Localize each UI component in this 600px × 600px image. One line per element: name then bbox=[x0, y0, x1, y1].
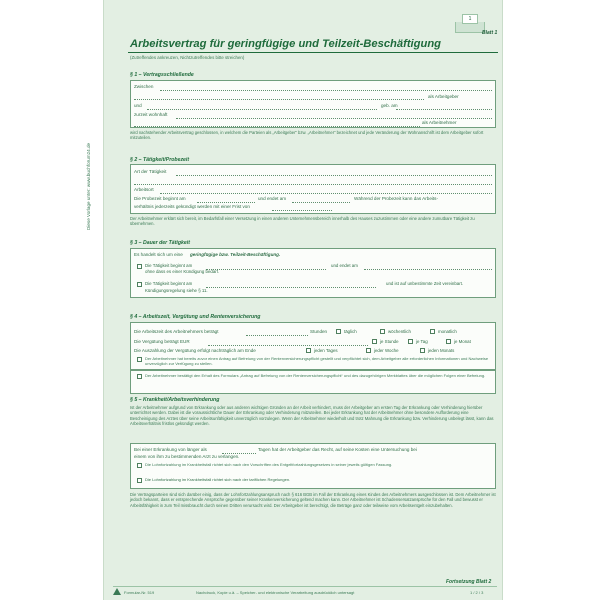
label-opt2-a: Die Tätigkeit beginnt am bbox=[145, 281, 193, 286]
sheet-label: Blatt 1 bbox=[482, 30, 498, 36]
continuation-note: Fortsetzung Blatt 2 bbox=[446, 579, 492, 585]
label-box-a: Bei einer Erkrankung von länger als bbox=[134, 447, 207, 452]
section-1-note: wird nachstehender Arbeitsvertrag geschlossen, in welchem die Parteien als „Arbeitgeber“ bzw. „Arbeitnehmer“ bezeichnet und jede Veränderung der Wohnanschrift ist dem Arbeitgeber sofort mitzuteilen. bbox=[130, 130, 484, 141]
label-probe-c: Während der Probezeit kann das Arbeits- bbox=[354, 196, 439, 201]
workplace-field[interactable] bbox=[160, 193, 492, 194]
checkbox-form-received[interactable] bbox=[137, 374, 142, 379]
checkbox-each-day[interactable] bbox=[306, 348, 311, 353]
label-box-b: Tagen hat der Arbeitgeber das Recht, auf seine Kosten eine Untersuchung bei bbox=[258, 447, 417, 452]
employee-name-field[interactable] bbox=[147, 109, 377, 110]
page-indicator: 1 / 2 / 3 bbox=[470, 590, 484, 595]
limited-end-field[interactable] bbox=[364, 269, 492, 270]
label-row2: Die Vergütung beträgt EUR bbox=[134, 339, 190, 344]
job-type-field-2[interactable] bbox=[134, 184, 492, 185]
publisher-logo-icon bbox=[113, 588, 121, 595]
checkbox-efzg[interactable] bbox=[137, 463, 142, 468]
section-2-note: Der Arbeitnehmer erklärt sich bereit, im Bedarfsfall einer Versetzung in einen anderen Unternehmensbereich innerhalb des Hauses zuzustimmen oder eine andere zumutbare Tätigkeit zu übernehmen. bbox=[130, 216, 475, 227]
side-watermark-text: Diese Vorlage unter: www.buchforum24.de bbox=[86, 142, 91, 230]
checkbox-tariff[interactable] bbox=[137, 478, 142, 483]
checkbox-per-day[interactable] bbox=[408, 339, 413, 344]
employer-address-field[interactable] bbox=[134, 99, 424, 100]
label-opt1-a: Die Tätigkeit beginnt am bbox=[145, 263, 193, 268]
label-arbeitgeber: als Arbeitgeber bbox=[428, 94, 459, 99]
label-each-day: jeden Tages bbox=[314, 348, 338, 353]
checkbox-weekly[interactable] bbox=[380, 329, 385, 334]
label-zurzeit: zurzeit wohnhaft bbox=[134, 112, 168, 117]
limited-start-field[interactable] bbox=[206, 269, 326, 270]
label-arbeitsort: Arbeitsort bbox=[134, 187, 154, 192]
label-opt2-b: und ist auf unbestimmte Zeit vereinbart. bbox=[386, 281, 464, 286]
label-each-month: jeden Monats bbox=[428, 348, 455, 353]
label-weekly: wöchentlich bbox=[388, 329, 411, 334]
label-probe-d: verhältnis jederzeits gekündigt werden mit einer Frist von bbox=[134, 204, 250, 209]
label-opt2: Die Lohnfortzahlung im Krankheitsfall richtet sich nach der tariflichen Regelungen. bbox=[145, 477, 291, 482]
title-divider bbox=[128, 52, 498, 53]
label-intro-a: Es handelt sich um eine bbox=[134, 252, 183, 257]
label-und: und bbox=[134, 103, 142, 108]
label-daily: täglich bbox=[344, 329, 357, 334]
label-row1: Die Arbeitszeit des Arbeitnehmers beträgt bbox=[134, 329, 219, 334]
job-type-field[interactable] bbox=[176, 175, 492, 176]
page-number-badge: 1 bbox=[462, 14, 478, 24]
checkbox-limited-term[interactable] bbox=[137, 264, 142, 269]
label-opt-a: Der Arbeitnehmer hat bereits zuvor einen Antrag auf Befreiung von der Rentenversicherungspflicht gestellt und verpflichtet sich, dem Arbeitgeber alle erforderlichen Informationen und Nachweise unverzüglich zur Verfügung zu stellen. bbox=[145, 356, 489, 366]
closing-paragraph: Die Vertragsparteien sind sich darüber einig, dass der Lohnfortzahlungsanspruch nach § 616 BGB im Fall der Erkrankung eines Kindes des Arbeitnehmers ausgeschlossen ist. Dem Arbeitnehmer ist jedoch bekannt, dass er entsprechende Ansprüche gegenüber seiner Krankenversicherung geltend machen kann. Der Arbeitnehmer ist Schadensersatzansprüche für den Fall und bewusst er Arbeitsfähigkeit in zum Teil missbraucht durch seinen Dritten verursacht wird. Der Arbeitgeber ist berechtigt, die Beträge ganz oder teilweise vom Arbeitsentgelt einzubehalten. bbox=[130, 492, 496, 508]
checkbox-per-month[interactable] bbox=[446, 339, 451, 344]
label-row3: Die Auszahlung der Vergütung erfolgt nachträglich am Ende bbox=[134, 348, 256, 353]
notice-period-field[interactable] bbox=[272, 210, 332, 211]
label-geb-am: geb. am bbox=[381, 103, 398, 108]
label-opt1: Die Lohnfortzahlung im Krankheitsfall richtet sich nach den Vorschriften des Entgeltfortzahlungsgesetzes in seiner jeweils gültigen Fassung. bbox=[145, 462, 393, 467]
label-opt2-c: Kündigungsregelung siehe § 11. bbox=[145, 288, 208, 293]
residence-field-2[interactable] bbox=[134, 126, 420, 127]
hours-field[interactable] bbox=[246, 335, 308, 336]
label-intro-b: geringfügige bzw. Teilzeit-Beschäftigung. bbox=[190, 252, 281, 257]
checkbox-each-week[interactable] bbox=[366, 348, 371, 353]
label-opt1-b: und endet am bbox=[331, 263, 358, 268]
label-probe-end: und endet am bbox=[258, 196, 287, 201]
checkbox-daily[interactable] bbox=[336, 329, 341, 334]
label-monthly: monatlich bbox=[438, 329, 457, 334]
document-title: Arbeitsvertrag für geringfügige und Teilzeit-Beschäftigung bbox=[130, 38, 441, 50]
copyright-notice: Nachdruck, Kopie u.ä. – Speicher- und elektronische Verarbeitung ausdrücklich untersagt bbox=[196, 590, 355, 595]
checkbox-per-hour[interactable] bbox=[372, 339, 377, 344]
section-5-paragraph: Ist der Arbeitnehmer aufgrund von Erkrankung oder aus anderen wichtigen Gründen an der Arbeit verhindert, muss der Arbeitgeber am ersten Tag der Erkrankung oder Verhinderung hierüber unterrichtet werden. Dabei ist die voraussichtliche Dauer der Erkrankung oder Verhinderung mitzuteilen. Bei jeder Erkrankung hat der Arbeitnehmer ohne besondere Aufforderung eine Bescheinigung des Arztes über seine Arbeitsunfähigkeit unverzüglich vorzulegen. Wenn der Arbeitnehmer wiederholt und trotz Mahnung die Erkrankung bzw. Verhinderung unbelegt lässt, kann das Arbeitsverhältnis fristlos gekündigt werden. bbox=[130, 405, 494, 426]
label-probe-begin: Die Probezeit beginnt am bbox=[134, 196, 186, 201]
employer-name-field[interactable] bbox=[160, 90, 492, 91]
section-1-heading: § 1 – Vertragsschließende bbox=[130, 72, 194, 78]
section-3-heading: § 3 – Dauer der Tätigkeit bbox=[130, 240, 190, 246]
label-each-week: jeder Woche bbox=[374, 348, 399, 353]
label-arbeitnehmer: als Arbeitnehmer bbox=[422, 120, 457, 125]
section-4-heading: § 4 – Arbeitszeit, Vergütung und Rentenversicherung bbox=[130, 314, 261, 320]
checkbox-unlimited-term[interactable] bbox=[137, 282, 142, 287]
checkbox-monthly[interactable] bbox=[430, 329, 435, 334]
label-box-c: einem von ihm zu bestimmenden Arzt zu verlangen. bbox=[134, 454, 240, 459]
birthdate-field[interactable] bbox=[396, 109, 492, 110]
salary-field[interactable] bbox=[208, 345, 368, 346]
residence-field[interactable] bbox=[176, 118, 492, 119]
label-zwischen: Zwischen bbox=[134, 84, 154, 89]
label-art-der-taetigkeit: Art der Tätigkeit bbox=[134, 169, 167, 174]
label-opt1-c: ohne dass es einer Kündigung bedarf. bbox=[145, 269, 220, 274]
probation-end-field[interactable] bbox=[292, 202, 350, 203]
label-row1-unit: Stunden bbox=[310, 329, 328, 334]
checkbox-rv-exemption[interactable] bbox=[137, 357, 142, 362]
unlimited-start-field[interactable] bbox=[206, 287, 376, 288]
checkbox-each-month[interactable] bbox=[420, 348, 425, 353]
label-per-hour: je Stunde bbox=[380, 339, 399, 344]
form-number: Formular-Nr. 519 bbox=[124, 590, 155, 595]
probation-start-field[interactable] bbox=[197, 202, 255, 203]
label-per-month: je Monat bbox=[454, 339, 471, 344]
section-5-heading: § 5 – Krankheit/Arbeitsverhinderung bbox=[130, 397, 220, 403]
label-opt-b: Der Arbeitnehmer bestätigt den Erhalt des Formulars „Antrag auf Befreiung von der Rentenversicherungspflicht“ und des dazugehörigen Merkblattes über die möglichen Folgen einer Befreiung. bbox=[145, 373, 486, 378]
document-subtitle: (Zutreffendes ankreuzen, Nichtzutreffendes bitte streichen) bbox=[130, 55, 245, 60]
label-per-day: je Tag bbox=[416, 339, 428, 344]
section-2-heading: § 2 – Tätigkeit/Probezeit bbox=[130, 157, 190, 163]
footer-divider bbox=[113, 586, 497, 587]
